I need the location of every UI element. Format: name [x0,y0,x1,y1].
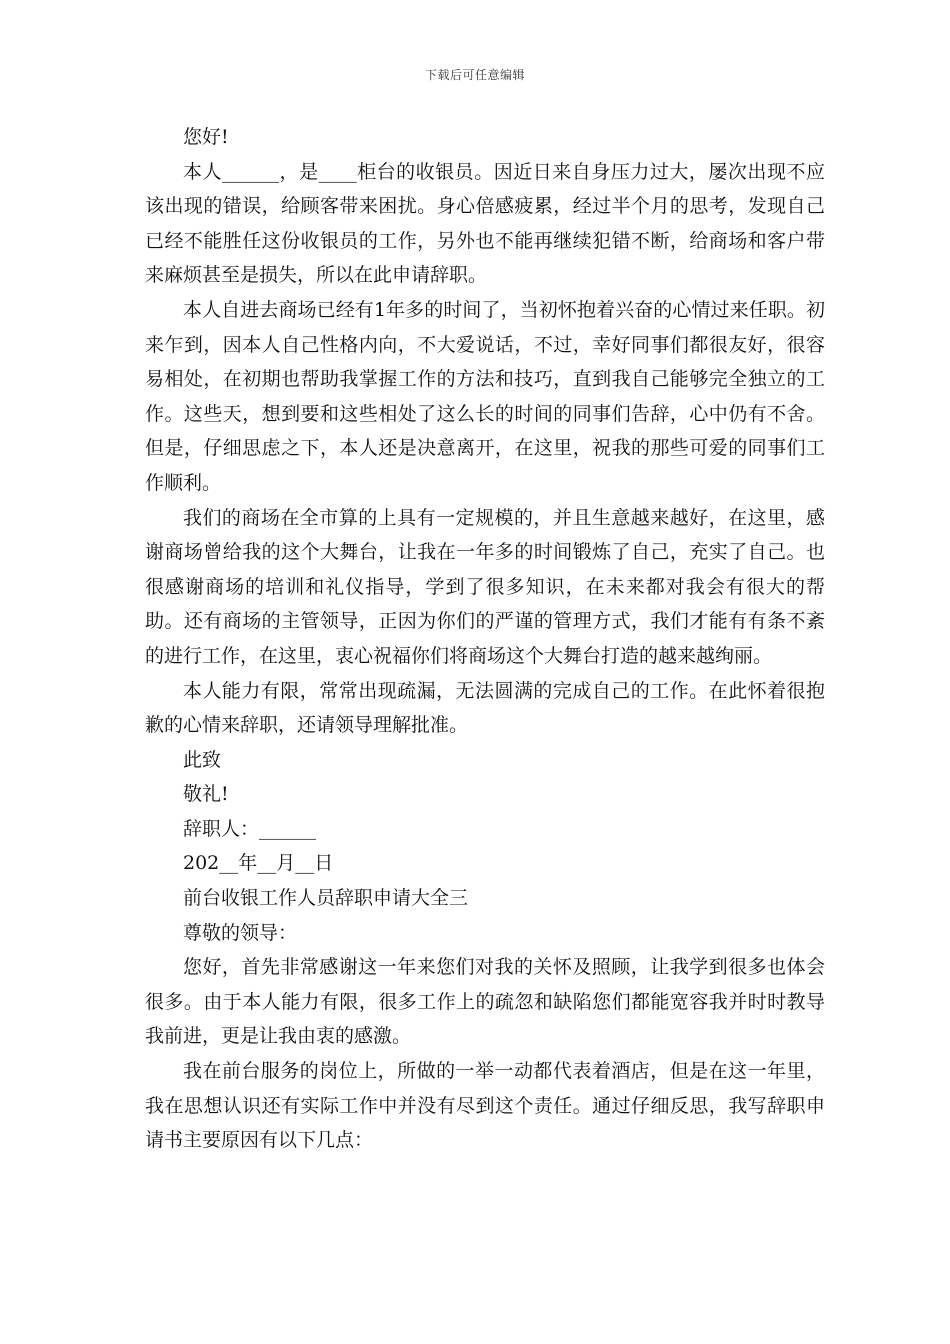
letter-greeting: 您好! [183,126,229,148]
section-paragraph-2: 我在前台服务的岗位上，所做的一举一动都代表着酒店，但是在这一年里，我在思想认识还有实际工作中并没有尽到这个责任。通过仔细反思，我写辞职申请书主要原因有以下几点： [145,1060,825,1152]
document-body [145,120,825,1158]
letter-paragraph-4: 本人能力有限，常常出现疏漏，无法圆满的完成自己的工作。在此怀着很抱歉的心情来辞职，还请领导理解批准。 [145,679,825,737]
letter-closing-2: 敬礼! [183,783,229,806]
section-salutation: 尊敬的领导： [183,921,298,944]
section-title: 前台收银工作人员辞职申请大全三 [183,887,469,910]
letter-paragraph-3: 我们的商场在全市算的上具有一定规模的，并且生意越来越好，在这里，感谢商场曾给我的这个大舞台，让我在一年多的时间锻炼了自己，充实了自己。也很感谢商场的培训和礼仪指导，学到了很多知识，在未来都对我会有很大的帮助。还有商场的主管领导，正因为你们的严谨的管理方式，我们才能有有条不紊的进行工作，在这里，衷心祝福你们将商场这个大舞台打造的越来越绚丽。 [145,506,825,667]
letter-closing-1: 此致 [183,748,222,771]
letter-signer: 辞职人：______ [183,817,317,840]
section-paragraph-1: 您好，首先非常感谢这一年来您们对我的关怀及照顾，让我学到很多也体会很多。由于本人能力有限，很多工作上的疏忽和缺陷您们都能宽容我并时时教导我前进，更是让我由衷的感激。 [145,956,825,1048]
letter-paragraph-1: 本人______，是____柜台的收银员。因近日来自身压力过大，屡次出现不应该出现的错误，给顾客带来困扰。身心倍感疲累，经过半个月的思考，发现自己已经不能胜任这份收银员的工作，另外也不能再继续犯错不断，给商场和客户带来麻烦甚至是损失，所以在此申请辞职。 [145,160,825,287]
page-header-note: 下载后可任意编辑 [424,68,525,82]
letter-paragraph-2: 本人自进去商场已经有1年多的时间了，当初怀抱着兴奋的心情过来任职。初来乍到，因本人自己性格内向，不大爱说话，不过，幸好同事们都很友好，很容易相处，在初期也帮助我掌握工作的方法和技巧，直到我自己能够完全独立的工作。这些天，想到要和这些相处了这么长的时间的同事们告辞，心中仍有不舍。但是，仔细思虑之下，本人还是决意离开，在这里，祝我的那些可爱的同事们工作顺利。 [145,298,825,494]
letter-date: 202__年__月__日 [183,852,334,875]
